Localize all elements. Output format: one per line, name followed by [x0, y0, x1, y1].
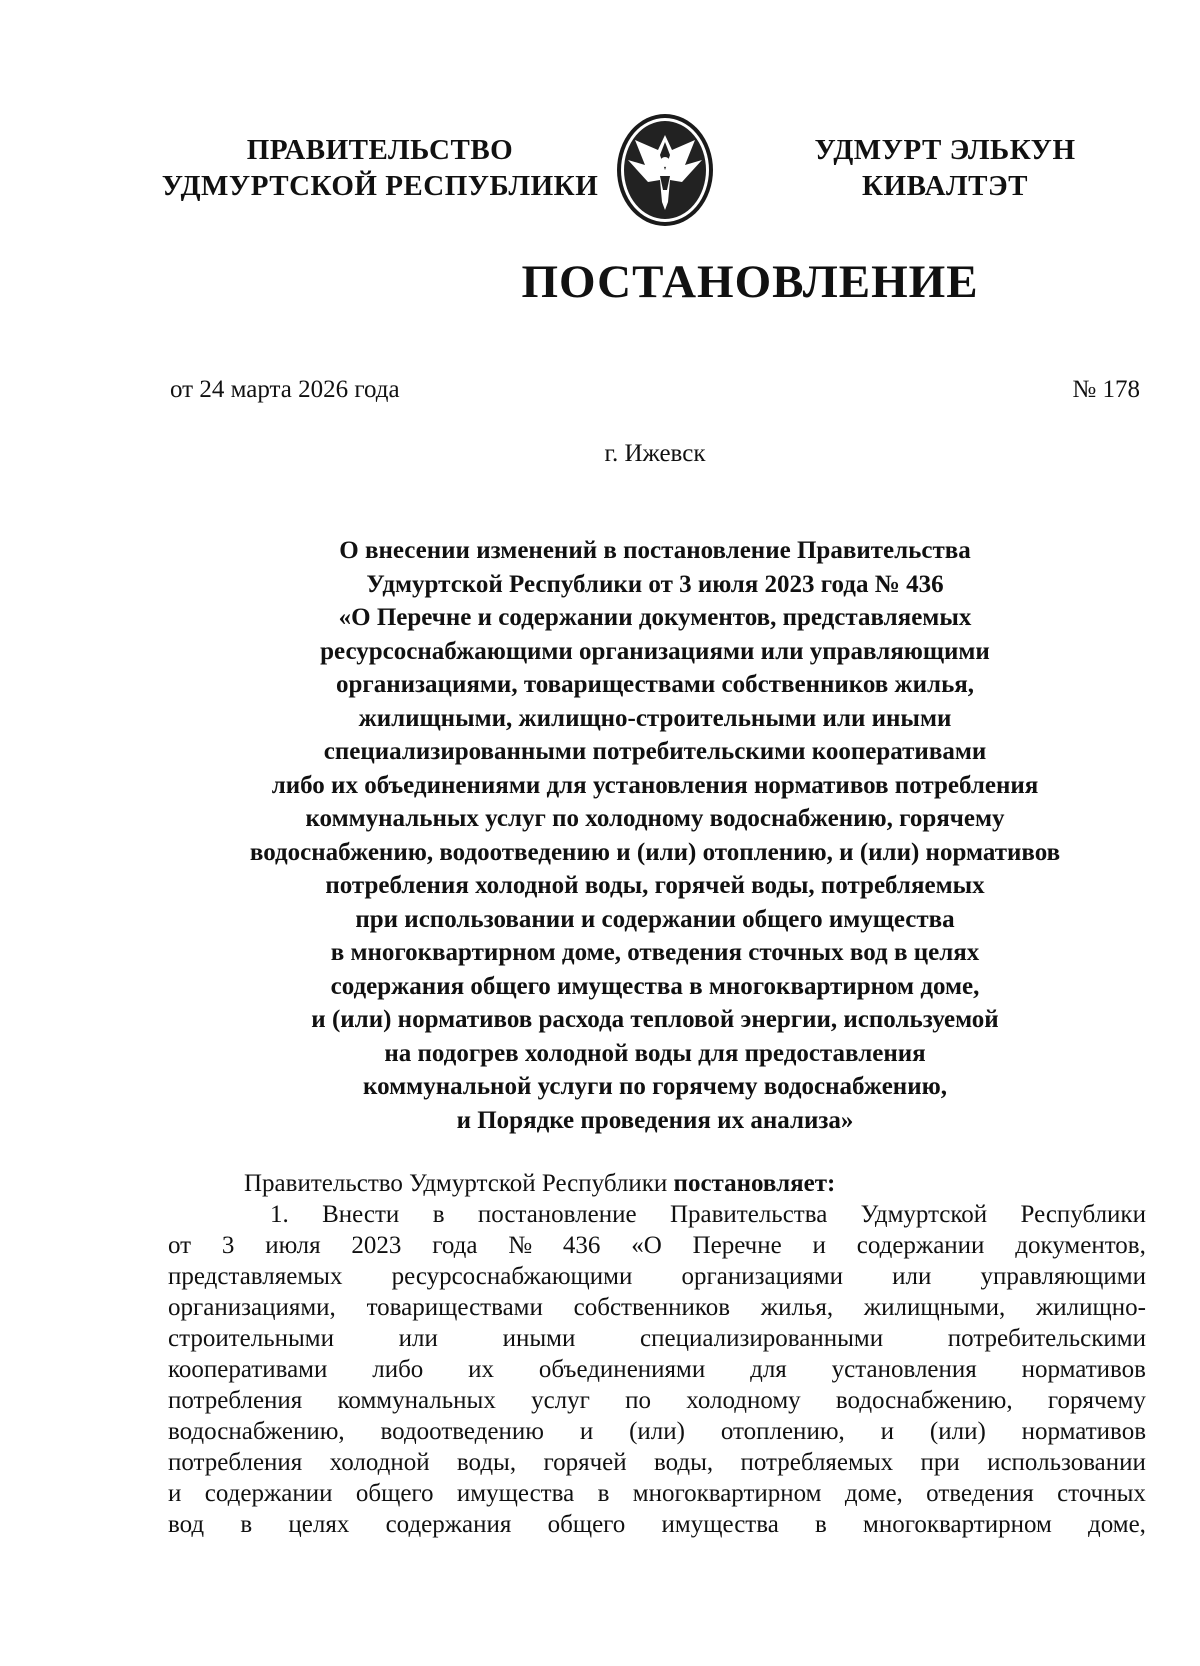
body-word: водоснабжению, [168, 1418, 345, 1445]
title-line: Удмуртской Республики от 3 июля 2023 года № 436 [366, 570, 944, 598]
body-word: представляемых [168, 1263, 343, 1290]
body-word: содержания [385, 1511, 512, 1538]
body-word: объединениями [538, 1356, 706, 1383]
body-word: использовании [987, 1449, 1146, 1476]
body-word: по [625, 1387, 652, 1414]
body-line [168, 1230, 1146, 1261]
udmurt-coat-of-arms-icon [610, 110, 720, 230]
body-word: документов, [1015, 1232, 1146, 1259]
body-word: и [812, 1232, 826, 1259]
body-line [168, 1323, 1146, 1354]
issuer-line-2: УДМУРТСКОЙ РЕСПУБЛИКИ [161, 170, 599, 202]
body-word: сточных [1057, 1480, 1146, 1507]
body-word: холодной [329, 1449, 430, 1476]
body-line [168, 1199, 1146, 1230]
body-word: воды, [456, 1449, 517, 1476]
body-word: в [597, 1480, 610, 1507]
body-word: потребления [168, 1387, 303, 1414]
document-date: от 24 марта 2026 года [170, 376, 400, 403]
body-word: установления [831, 1356, 977, 1383]
body-word: Республики [1020, 1201, 1146, 1228]
body-word: в [240, 1511, 253, 1538]
body-word: постановление [477, 1201, 637, 1228]
document-city: г. Ижевск [604, 440, 706, 467]
body-word: коммунальных [337, 1387, 496, 1414]
title-line: водоснабжению, водоотведению и (или) отоплению, и (или) нормативов [249, 838, 1061, 866]
paragraph-1 [168, 1199, 1146, 1540]
title-line: специализированными потребительскими кооперативами [323, 738, 987, 765]
document-body [168, 1168, 1146, 1540]
body-word: либо [372, 1356, 424, 1383]
body-word: при [920, 1449, 960, 1476]
title-line: на подогрев холодной воды для предоставления [384, 1039, 926, 1067]
body-word: потребительскими [947, 1325, 1146, 1352]
title-line: жилищными, жилищно-строительными или иными [358, 704, 952, 732]
intro-paragraph [168, 1168, 1146, 1199]
body-word: в [432, 1201, 445, 1228]
body-word: жилищно- [1036, 1294, 1146, 1321]
body-line [168, 1261, 1146, 1292]
body-word: организациями [681, 1263, 844, 1290]
title-line: либо их объединениями для установления нормативов потребления [271, 771, 1039, 799]
issuer-name-russian [160, 132, 600, 204]
body-word: ресурсоснабжающими [391, 1263, 633, 1290]
body-word: горячей [543, 1449, 627, 1476]
body-word: специализированными [640, 1325, 884, 1352]
body-word: жилищными, [863, 1294, 1006, 1321]
issuer-name-udmurt [800, 132, 1090, 204]
body-word: кооперативами [168, 1356, 328, 1383]
issuer-udmurt-line-2: КИВАЛТЭТ [861, 170, 1028, 202]
body-word: общего [355, 1480, 434, 1507]
document-number: № 178 [1072, 376, 1140, 403]
body-word: нормативов [1021, 1356, 1146, 1383]
title-line: коммунальной услуги по горячему водоснабжению, [363, 1073, 947, 1100]
body-word: от [168, 1232, 192, 1259]
intro-resolution-word: постановляет: [673, 1170, 836, 1197]
body-word: 1. [270, 1201, 289, 1228]
body-word: многоквартирном [632, 1480, 822, 1507]
body-word: товариществами [366, 1294, 543, 1321]
title-line: ресурсоснабжающими организациями или управляющими [320, 637, 990, 665]
title-line: О внесении изменений в постановление Правительства [339, 537, 971, 564]
body-word: потребления [168, 1449, 303, 1476]
body-word: собственников [573, 1294, 731, 1321]
body-word: № [508, 1232, 533, 1259]
body-word: 2023 [351, 1232, 402, 1259]
body-line [168, 1416, 1146, 1447]
title-line: коммунальных услуг по холодному водоснабжению, горячему [305, 805, 1005, 832]
body-word: доме, [844, 1480, 903, 1507]
issuer-line-1: ПРАВИТЕЛЬСТВО [246, 134, 514, 166]
body-line [168, 1292, 1146, 1323]
title-line: в многоквартирном доме, отведения сточных вод в целях [330, 939, 980, 966]
body-word: содержании [204, 1480, 333, 1507]
body-word: для [750, 1356, 787, 1383]
issuer-udmurt-line-1: УДМУРТ ЭЛЬКУН [814, 134, 1076, 166]
body-word: вод [168, 1511, 205, 1538]
body-word: доме, [1088, 1511, 1146, 1538]
body-word: Правительства [669, 1201, 828, 1228]
body-word: и [168, 1480, 182, 1507]
body-line [168, 1354, 1146, 1385]
body-word: Внести [322, 1201, 400, 1228]
document-title [160, 534, 1150, 1137]
body-word: июля [265, 1232, 321, 1259]
intro-text: Правительство Удмуртской Республики [244, 1170, 674, 1197]
body-word: или [892, 1263, 932, 1290]
document-type-heading: ПОСТАНОВЛЕНИЕ [521, 256, 979, 308]
body-word: содержании [856, 1232, 985, 1259]
body-line [168, 1447, 1146, 1478]
title-line: содержания общего имущества в многоквартирном доме, [330, 972, 980, 1000]
title-line: при использовании и содержании общего имущества [355, 905, 955, 933]
title-line: и (или) нормативов расхода тепловой энергии, используемой [311, 1006, 999, 1033]
body-word: их [468, 1356, 495, 1383]
title-line: организациями, товариществами собственников жилья, [335, 671, 975, 698]
body-word: (или) [929, 1418, 986, 1445]
body-word: года [432, 1232, 478, 1259]
body-word: 3 [221, 1232, 235, 1259]
body-word: организациями, [168, 1294, 336, 1321]
body-line [168, 1478, 1146, 1509]
body-word: потребляемых [740, 1449, 894, 1476]
body-word: иными [502, 1325, 576, 1352]
body-word: или [398, 1325, 438, 1352]
body-word: водоотведению [380, 1418, 544, 1445]
body-word: имущества [661, 1511, 779, 1538]
body-word: управляющими [980, 1263, 1146, 1290]
body-line [168, 1509, 1146, 1540]
body-word: нормативов [1021, 1418, 1146, 1445]
body-word: и [880, 1418, 895, 1445]
body-word: имущества [456, 1480, 575, 1507]
body-word: Перечне [692, 1232, 782, 1259]
body-word: в [815, 1511, 827, 1538]
body-word: и [579, 1418, 594, 1445]
body-word: отведения [926, 1480, 1034, 1507]
body-word: жилья, [760, 1294, 834, 1321]
body-word: «О [631, 1232, 662, 1259]
body-word: холодному [686, 1387, 801, 1414]
title-line: потребления холодной воды, горячей воды, потребляемых [325, 872, 985, 899]
body-word: отоплению, [720, 1418, 845, 1445]
title-line: и Порядке проведения их анализа» [456, 1106, 854, 1134]
body-word: водоснабжению, [835, 1387, 1013, 1414]
body-word: строительными [168, 1325, 334, 1352]
body-word: воды, [653, 1449, 714, 1476]
body-line [168, 1385, 1146, 1416]
body-word: многоквартирном [863, 1511, 1052, 1538]
body-word: горячему [1047, 1387, 1146, 1414]
body-word: услуг [531, 1387, 590, 1414]
title-line: «О Перечне и содержании документов, представляемых [338, 604, 972, 631]
body-word: общего [547, 1511, 626, 1538]
body-word: Удмуртской [860, 1201, 988, 1228]
body-word: 436 [562, 1232, 601, 1259]
body-word: (или) [629, 1418, 685, 1445]
body-word: целях [288, 1511, 350, 1538]
